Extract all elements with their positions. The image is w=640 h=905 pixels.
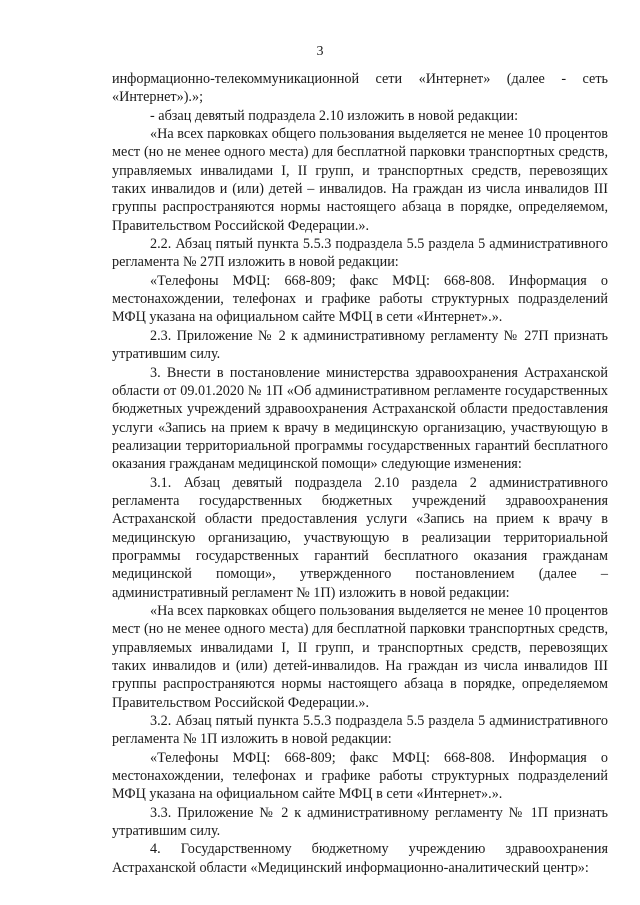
paragraph: 3.3. Приложение № 2 к административному регламенту № 1П признать утратившим силу. — [112, 804, 608, 840]
paragraph: 2.2. Абзац пятый пункта 5.5.3 подраздела 5.5 раздела 5 административного регламента № 27П изложить в новой редакции: — [112, 236, 608, 271]
page-number: 3 — [316, 44, 324, 59]
paragraph: «Телефоны МФЦ: 668-809; факс МФЦ: 668-808. Информация о местонахождении, телефонах и графике работы структурных подразделений МФЦ указана на официальном сайте МФЦ в сети «Интернет».». — [112, 272, 608, 326]
paragraph: 2.3. Приложение № 2 к административному регламенту № 27П признать утратившим силу. — [112, 327, 608, 363]
paragraph: 3. Внести в постановление министерства здравоохранения Астраханской области от 09.01.2020 № 1П «Об административном регламенте государственных бюджетных учреждений здравоохранения Астраханской области предоставления услуги «Запись на прием к врачу в медицинскую организацию, участвующую в реализации территориальной программы государственных гарантий бесплатного оказания гражданам медицинской помощи» следующие изменения: — [112, 364, 608, 473]
paragraph: 4. Государственному бюджетному учреждению здравоохранения Астраханской области «Медицинский информационно-аналитический центр»: — [112, 841, 608, 876]
paragraph: 3.1. Абзац девятый подраздела 2.10 раздела 2 административного регламента государственных бюджетных учреждений здравоохранения Астраханской области предоставления услуги «Запись на прием к врачу в медицинскую организацию, участвующую в реализации территориальной программы государственных гарантий бесплатного оказания гражданам медицинской помощи», утвержденного постановлением (далее – административный регламент № 1П) изложить в новой редакции: — [112, 474, 608, 601]
paragraph: - абзац девятый подраздела 2.10 изложить в новой редакции: — [150, 107, 519, 124]
paragraph: «Телефоны МФЦ: 668-809; факс МФЦ: 668-808. Информация о местонахождении, телефонах и графике работы структурных подразделений МФЦ указана на официальном сайте МФЦ в сети «Интернет».». — [112, 749, 608, 803]
paragraph: «На всех парковках общего пользования выделяется не менее 10 процентов мест (но не менее одного места) для бесплатной парковки транспортных средств, управляемых инвалидами I, II групп, и транспортных средств, перевозящих таких инвалидов и (или) детей – инвалидов. На граждан из числа инвалидов III группы распространяются нормы настоящего абзаца в порядке, определяемом, Правительством Российской Федерации.». — [112, 126, 608, 234]
document-body — [112, 70, 608, 877]
paragraph: «На всех парковках общего пользования выделяется не менее 10 процентов мест (но не менее одного места) для бесплатной парковки транспортных средств, управляемых инвалидами I, II групп, и транспортных средств, перевозящих таких инвалидов и (или) детей-инвалидов. На граждан из числа инвалидов III группы распространяются нормы настоящего абзаца в порядке, определяемом Правительством Российской Федерации.». — [112, 602, 608, 711]
paragraph: информационно-телекоммуникационной сети «Интернет» (далее - сеть «Интернет»).»; — [112, 71, 608, 106]
paragraph: 3.2. Абзац пятый пункта 5.5.3 подраздела 5.5 раздела 5 административного регламента № 1П изложить в новой редакции: — [112, 713, 608, 748]
